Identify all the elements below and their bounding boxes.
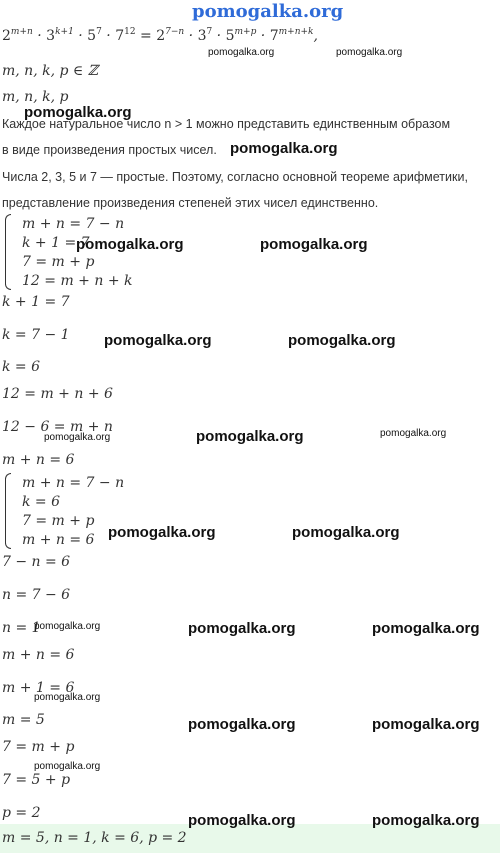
system2-eq-4: m + n = 6 [22,532,95,548]
watermark: pomogalka.org [372,812,480,829]
watermark: pomogalka.org [292,524,400,541]
step-8: n = 7 − 6 [2,587,71,603]
step-7: 7 − n = 6 [2,554,71,570]
watermark: pomogalka.org [34,761,101,772]
step-12: m = 5 [2,712,45,728]
step-2: k = 7 − 1 [2,327,70,343]
paragraph-1b: в виде произведения простых чисел. [2,143,217,157]
condition-integers: m, n, k, p ∈ ℤ [2,63,98,79]
final-result: m = 5, n = 1, k = 6, p = 2 [2,830,187,846]
watermark: pomogalka.org [24,104,132,121]
main-equation: $2^{m+n} \cdot 3^{k+1} \cdot 5^7 \cdot 7^{12} = 2^{7-n} \cdot 3^7 \cdot 5^{m+p} \cdot 7^{m+n+k}$, [2,27,318,44]
step-4: 12 = m + n + 6 [2,386,113,402]
step-11: m + 1 = 6 [2,680,75,696]
paragraph-1: Каждое натуральное число n > 1 можно представить единственным образом [2,117,451,131]
system-brace-1 [5,214,11,290]
watermark: pomogalka.org [44,432,111,443]
watermark: pomogalka.org [188,716,296,733]
watermark: pomogalka.org [188,620,296,637]
system1-eq-4: 12 = m + n + k [22,273,133,289]
watermark: pomogalka.org [34,621,101,632]
system1-eq-3: 7 = m + p [22,254,95,270]
step-1: k + 1 = 7 [2,294,70,310]
system-brace-2 [5,473,11,549]
watermark: pomogalka.org [336,47,403,58]
step-13: 7 = m + p [2,739,75,755]
step-5: 12 − 6 = m + n [2,419,113,435]
watermark: pomogalka.org [196,428,304,445]
condition-vars: m, n, k, p [2,89,69,105]
watermark: pomogalka.org [372,716,480,733]
watermark: pomogalka.org [34,692,101,703]
system2-eq-3: 7 = m + p [22,513,95,529]
watermark: pomogalka.org [188,812,296,829]
system1-eq-1: m + n = 7 − n [22,216,125,232]
step-15: p = 2 [2,805,41,821]
watermark: pomogalka.org [372,620,480,637]
watermark: pomogalka.org [76,236,184,253]
watermark: pomogalka.org [260,236,368,253]
watermark: pomogalka.org [104,332,212,349]
step-9: n = 1 [2,620,41,636]
site-watermark-header: pomogalka.org [192,1,344,22]
system2-eq-2: k = 6 [22,494,61,510]
step-3: k = 6 [2,359,41,375]
step-14: 7 = 5 + p [2,772,71,788]
watermark: pomogalka.org [288,332,396,349]
paragraph-2: Числа 2, 3, 5 и 7 — простые. Поэтому, согласно основной теореме арифметики, [2,170,468,184]
step-6: m + n = 6 [2,452,75,468]
watermark: pomogalka.org [108,524,216,541]
system1-eq-2: k + 1 = 7 [22,235,90,251]
step-10: m + n = 6 [2,647,75,663]
watermark: pomogalka.org [230,140,338,157]
paragraph-2b: представление произведения степеней этих чисел единственно. [2,196,379,210]
watermark: pomogalka.org [208,47,275,58]
system2-eq-1: m + n = 7 − n [22,475,125,491]
watermark: pomogalka.org [380,428,447,439]
